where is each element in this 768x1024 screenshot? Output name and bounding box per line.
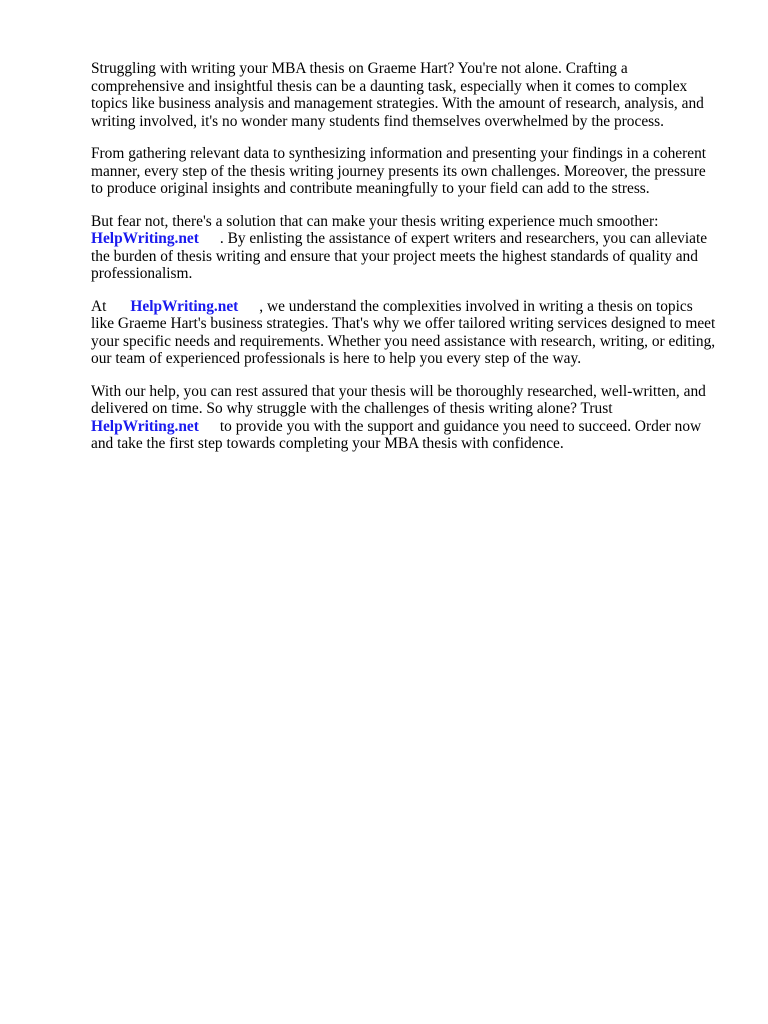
text-line: delivered on time. So why struggle with the challenges of thesis writing alone? Trust <box>91 400 613 417</box>
text-line: and take the first step towards completing your MBA thesis with confidence. <box>91 435 564 452</box>
text-line: With our help, you can rest assured that your thesis will be thoroughly researched, well-written, and <box>91 382 706 400</box>
helpwriting-link[interactable]: HelpWriting.net <box>130 297 239 315</box>
text-line: like Graeme Hart's business strategies. That's why we offer tailored writing services designed to meet <box>91 315 716 332</box>
paragraph-closing <box>91 383 727 453</box>
text-fragment: , we understand the complexities involved in writing a thesis on topics <box>259 297 693 315</box>
text-line: manner, every step of the thesis writing journey presents its own challenges. Moreover, the pressure <box>91 162 706 180</box>
text-line: But fear not, there's a solution that can make your thesis writing experience much smoother: <box>91 212 659 230</box>
text-line: your specific needs and requirements. Whether you need assistance with research, writing, or editing, <box>91 332 716 350</box>
document-body <box>91 60 727 468</box>
helpwriting-link[interactable]: HelpWriting.net <box>91 417 199 435</box>
text-fragment: At <box>91 297 107 315</box>
text-line: to produce original insights and contribute meaningfully to your field can add to the stress. <box>91 180 650 197</box>
text-line: From gathering relevant data to synthesizing information and presenting your findings in a coherent <box>91 145 707 162</box>
paragraph-solution <box>91 213 727 283</box>
text-line <box>91 418 727 436</box>
text-line: our team of experienced professionals is here to help you every step of the way. <box>91 350 582 367</box>
text-fragment: to provide you with the support and guidance you need to succeed. Order now <box>219 417 702 435</box>
paragraph-about <box>91 298 727 368</box>
text-line: Struggling with writing your MBA thesis on Graeme Hart? You're not alone. Crafting a <box>91 60 628 77</box>
text-fragment: . By enlisting the assistance of expert writers and researchers, you can alleviate <box>219 230 708 247</box>
text-line <box>91 298 727 316</box>
paragraph-intro <box>91 60 727 130</box>
paragraph-challenges <box>91 145 727 198</box>
text-line: the burden of thesis writing and ensure that your project meets the highest standards of quality and <box>91 247 698 265</box>
text-line <box>91 230 727 248</box>
text-line: topics like business analysis and management strategies. With the amount of research, analysis, and <box>91 95 704 112</box>
text-line: professionalism. <box>91 265 193 282</box>
helpwriting-link[interactable]: HelpWriting.net <box>91 230 199 247</box>
text-line: writing involved, it's no wonder many students find themselves overwhelmed by the process. <box>91 112 664 130</box>
text-line: comprehensive and insightful thesis can be a daunting task, especially when it comes to complex <box>91 77 688 95</box>
